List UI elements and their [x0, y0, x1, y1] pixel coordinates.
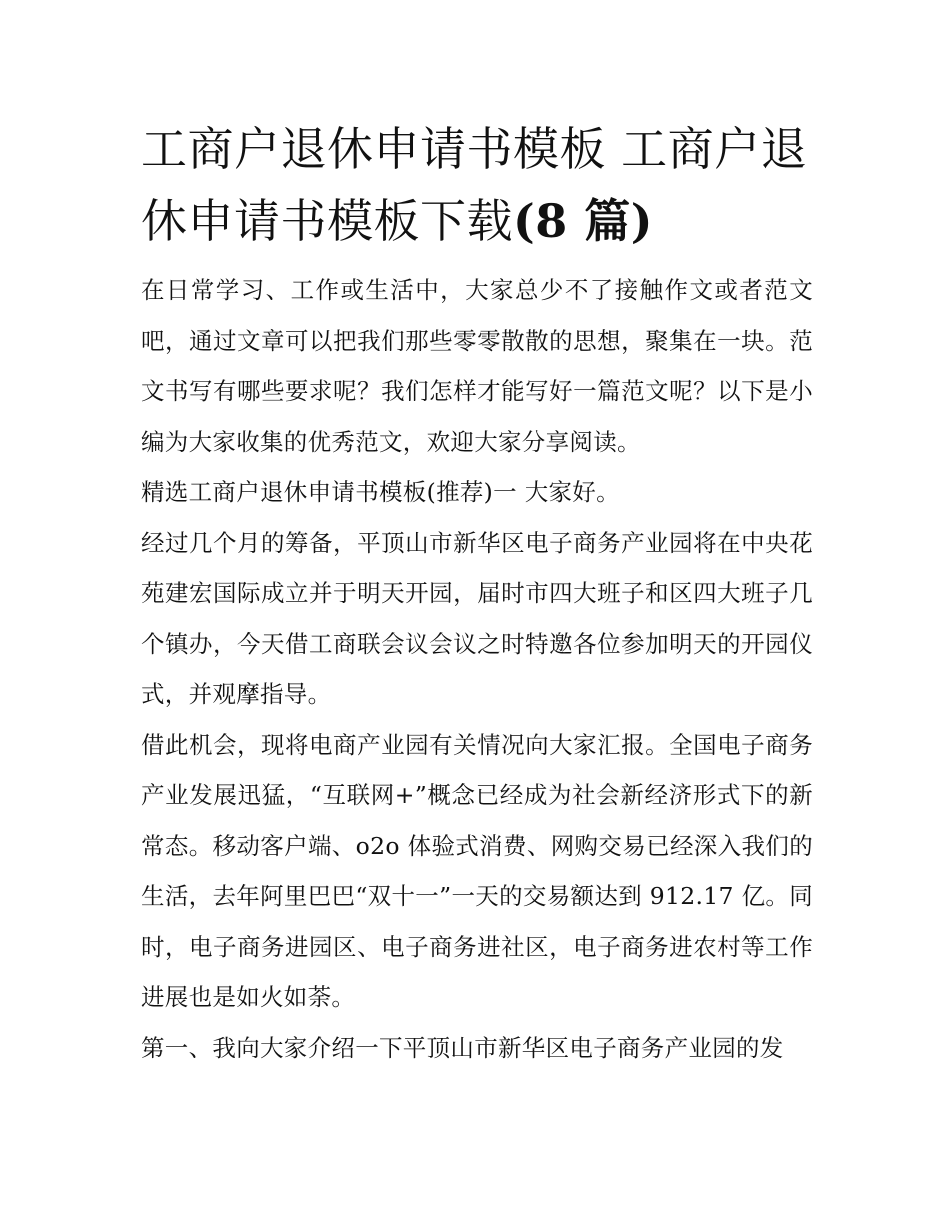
paragraph-first-point: 第一、我向大家介绍一下平顶山市新华区电子商务产业园的发 [141, 1033, 784, 1062]
paragraph-intro: 在日常学习、工作或生活中，大家总少不了接触作文或者范文吧，通过文章可以把我们那些零零散散的思想，聚集在一块。范文书写有哪些要求呢？我们怎样才能写好一篇范文呢？以下是小编为大家收集的优秀范文，欢迎大家分享阅读。 [141, 276, 813, 456]
paragraph-report: 借此机会，现将电商产业园有关情况向大家汇报。全国电子商务产业发展迅猛，“互联网+”概念已经成为社会新经济形式下的新常态。移动客户端、o2o 体验式消费、网购交易已经深入我们的生活，去年阿里巴巴“双十一”一天的交易额达到 912.17 亿。同时，电子商务进园区、电子商务进社区，电子商务进农村等工作进展也是如火如荼。 [141, 730, 813, 1011]
document-title-count: (8 篇) [513, 194, 654, 248]
paragraph-preparation: 经过几个月的筹备，平顶山市新华区电子商务产业园将在中央花苑建宏国际成立并于明天开园，届时市四大班子和区四大班子几个镇办，今天借工商联会议会议之时特邀各位参加明天的开园仪式，并观摩指导。 [141, 528, 813, 708]
document-page [141, 113, 813, 1073]
paragraph-heading-one: 精选工商户退休申请书模板(推荐)一 大家好。 [141, 478, 620, 506]
document-title [141, 113, 813, 257]
document-title-main: 工商户退休申请书模板 工商户退休申请书模板下载 [141, 122, 808, 248]
